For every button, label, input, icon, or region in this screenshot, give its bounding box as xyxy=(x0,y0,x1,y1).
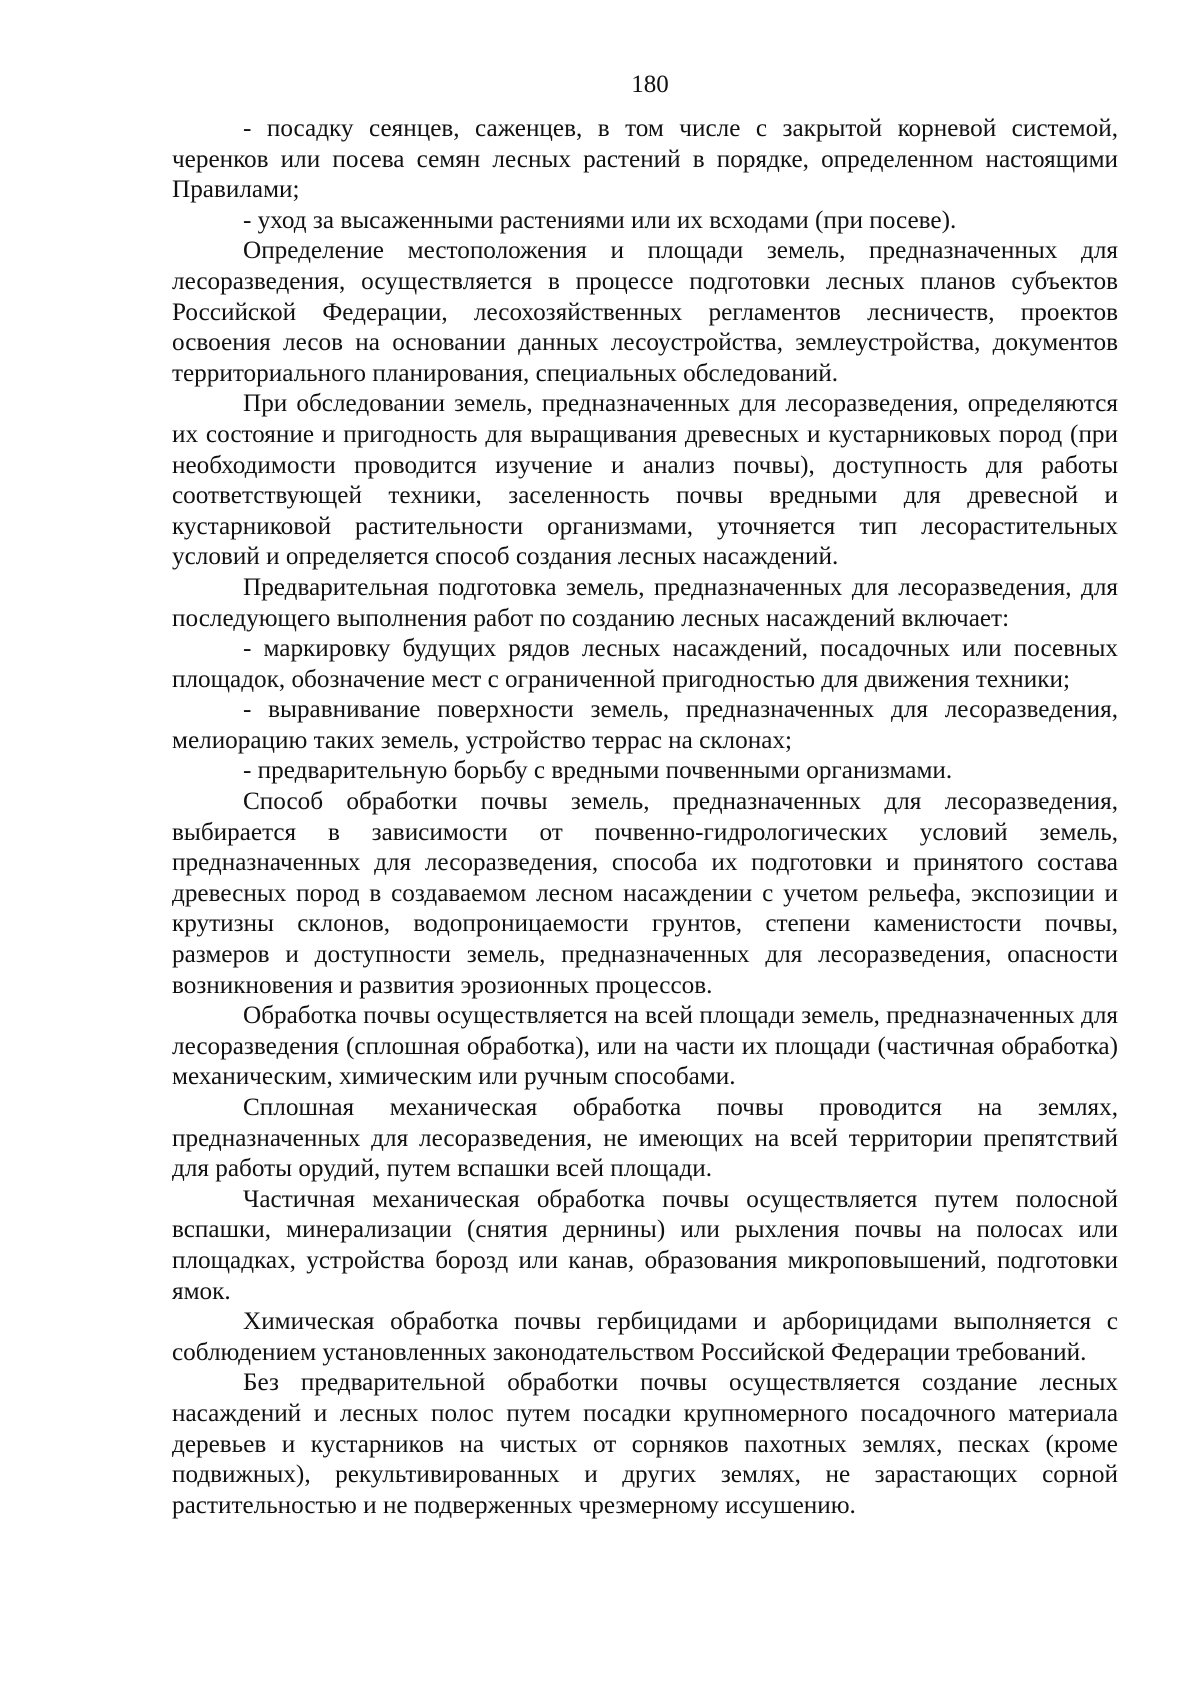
paragraph: Способ обработки почвы земель, предназначенных для лесоразведения, выбирается в зависимости от почвенно-гидрологических условий земель, предназначенных для лесоразведения, способа их подготовки и принятого состава древесных пород в создаваемом лесном насаждении с учетом рельефа, экспозиции и крутизны склонов, водопроницаемости грунтов, степени каменистости почвы, размеров и доступности земель, предназначенных для лесоразведения, опасности возникновения и развития эрозионных процессов. xyxy=(172,788,1118,999)
paragraph: Химическая обработка почвы гербицидами и арборицидами выполняется с соблюдением установленных законодательством Российской Федерации требований. xyxy=(172,1308,1118,1366)
document-body xyxy=(172,114,1118,1521)
paragraph: - маркировку будущих рядов лесных насаждений, посадочных или посевных площадок, обозначение мест с ограниченной пригодностью для движения техники; xyxy=(172,635,1118,693)
page-number: 180 xyxy=(631,71,669,98)
paragraph: Определение местоположения и площади земель, предназначенных для лесоразведения, осуществляется в процессе подготовки лесных планов субъектов Российской Федерации, лесохозяйственных регламентов лесничеств, проектов освоения лесов на основании данных лесоустройства, землеустройства, документов территориального планирования, специальных обследований. xyxy=(172,237,1118,387)
paragraph: - посадку сеянцев, саженцев, в том числе с закрытой корневой системой, черенков или посева семян лесных растений в порядке, определенном настоящими Правилами; xyxy=(172,115,1118,204)
paragraph: Предварительная подготовка земель, предназначенных для лесоразведения, для последующего выполнения работ по созданию лесных насаждений включает: xyxy=(172,573,1118,632)
paragraph: Обработка почвы осуществляется на всей площади земель, предназначенных для лесоразведения (сплошная обработка), или на части их площади (частичная обработка) механическим, химическим или ручным способами. xyxy=(172,1002,1118,1091)
paragraph: - предварительную борьбу с вредными почвенными организмами. xyxy=(243,757,953,785)
paragraph: Без предварительной обработки почвы осуществляется создание лесных насаждений и лесных полос путем посадки крупномерного посадочного материала деревьев и кустарников на чистых от сорняков пахотных землях, песках (кроме подвижных), рекультивированных и других землях, не зарастающих сорной растительностью и не подверженных чрезмерному иссушению. xyxy=(172,1369,1118,1519)
paragraph: Частичная механическая обработка почвы осуществляется путем полосной вспашки, минерализации (снятия дернины) или рыхления почвы на полосах или площадках, устройства борозд или канав, образования микроповышений, подготовки ямок. xyxy=(172,1185,1118,1305)
paragraph: - уход за высаженными растениями или их всходами (при посеве). xyxy=(243,206,957,234)
paragraph: При обследовании земель, предназначенных для лесоразведения, определяются их состояние и пригодность для выращивания древесных и кустарниковых пород (при необходимости проводится изучение и анализ почвы), доступность для работы соответствующей техники, заселенность почвы вредными для древесной и кустарниковой растительности организмами, уточняется тип лесорастительных условий и определяется способ создания лесных насаждений. xyxy=(172,390,1118,571)
paragraph: - выравнивание поверхности земель, предназначенных для лесоразведения, мелиорацию таких земель, устройство террас на склонах; xyxy=(172,696,1118,754)
paragraph: Сплошная механическая обработка почвы проводится на землях, предназначенных для лесоразведения, не имеющих на всей территории препятствий для работы орудий, путем вспашки всей площади. xyxy=(172,1094,1118,1183)
